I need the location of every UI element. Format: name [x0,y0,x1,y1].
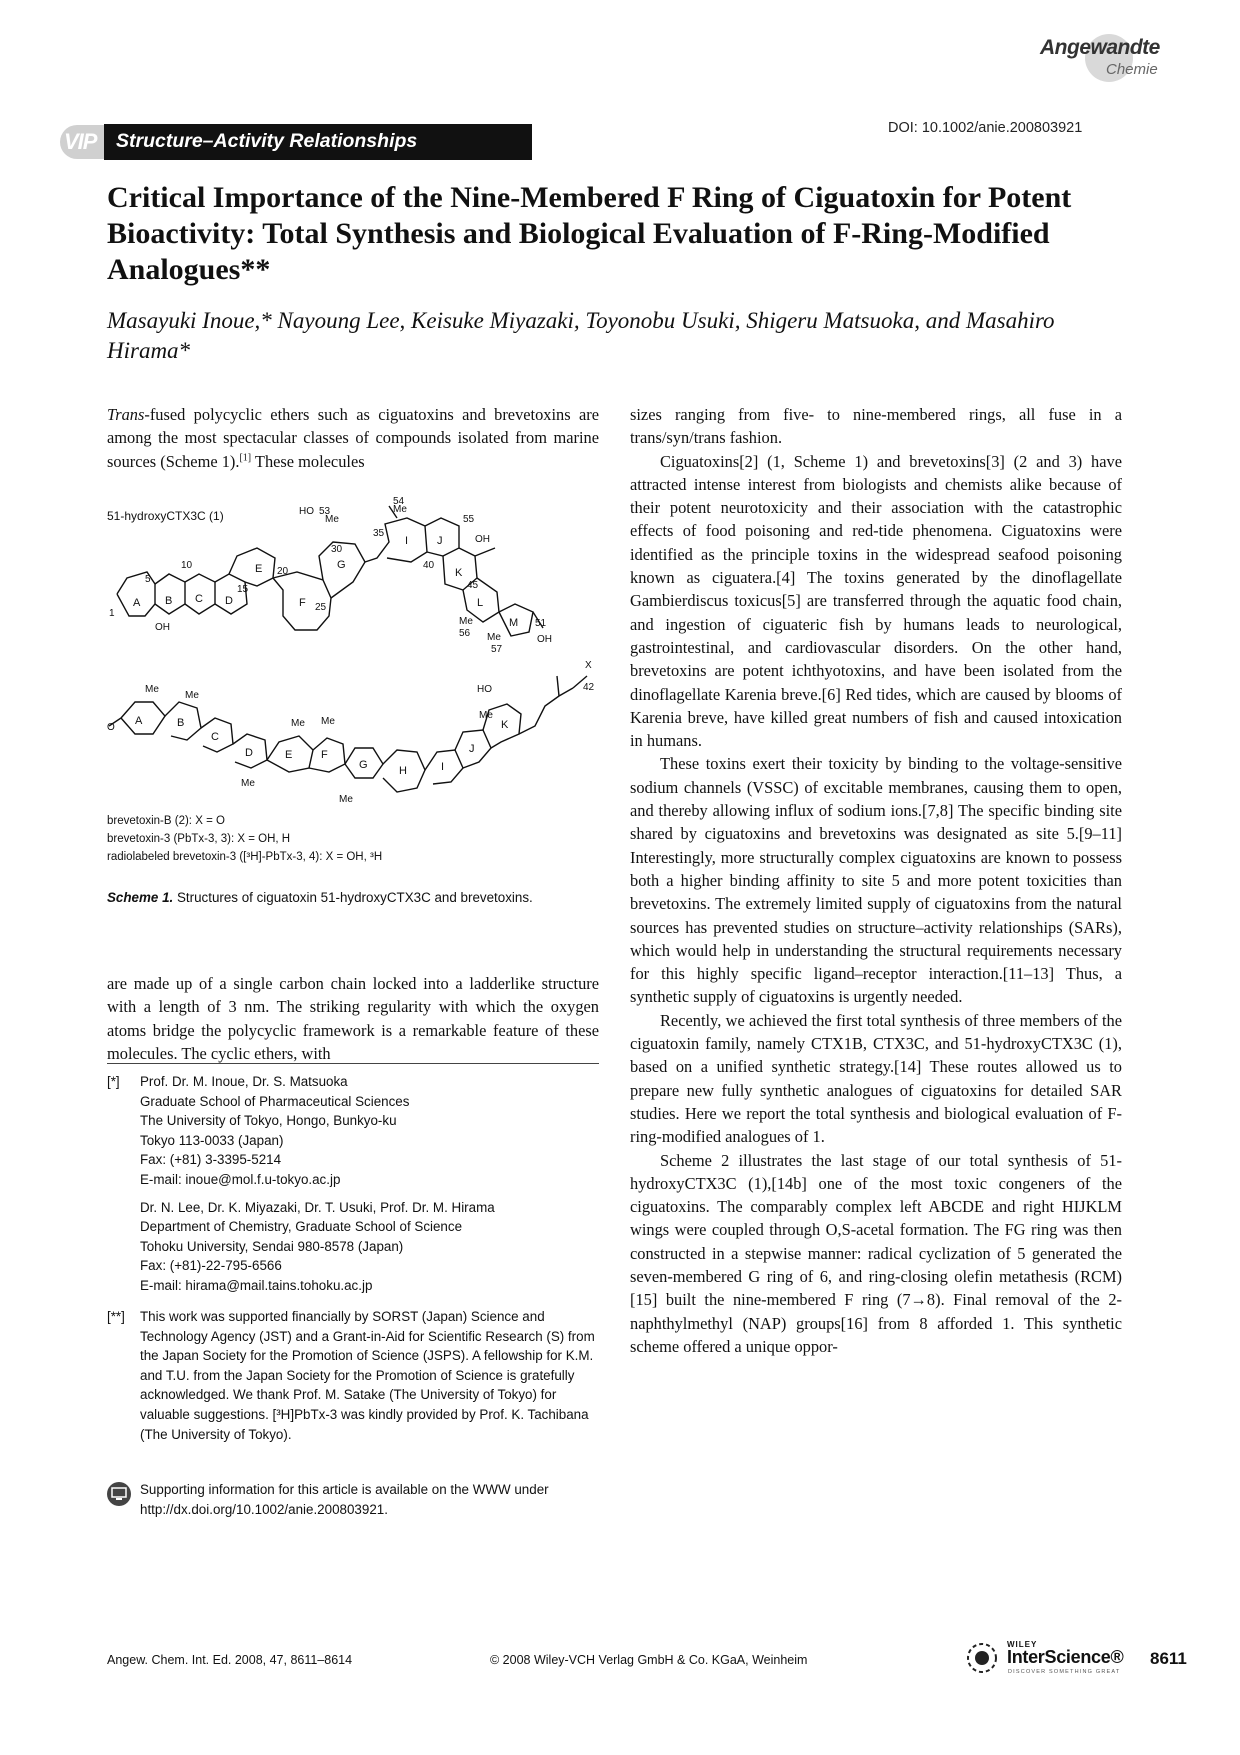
ctx-locant-15: 15 [237,584,249,595]
publisher-name: InterScience® [1007,1647,1124,1667]
ctx-ring-label: M [509,617,519,629]
journal-logo [1000,30,1200,90]
vip-label: VIP [64,129,97,154]
left-column-top [107,403,599,473]
ctx-locant-20: 20 [277,566,289,577]
btx-atom-me: Me [241,778,255,789]
scheme-1-figure [107,496,599,892]
scheme-1-caption [107,890,607,905]
intro-end: These molecules [251,451,365,471]
btx-ring-label: K [501,719,509,731]
ctx-locant-35: 35 [373,528,385,539]
btx-ring-a [121,702,165,734]
paragraph-scheme-2: Scheme 2 illustrates the last stage of our total synthesis of 51-hydroxyCTX3C (1),[14b] one of the most toxic congeners of the ciguatoxins. The comparably complex left ABCDE and right HIJKLM wings were coupled through O,S-acetal formation. The FG ring was then constructed in a stepwise manner: radical cyclization of 5 generated the seven-membered G ring of 6, and ring-closing olefin metathesis (RCM)[15] built the nine-membered F ring (7→8). Final removal of the 2-naphthylmethyl (NAP) groups[16] from 8 afforded 1. This synthetic scheme offered a unique oppor- [630,1150,1122,1356]
ciguatoxin-bonds [117,506,543,636]
footnote-acknowledgment [107,1307,599,1472]
fn-line: Graduate School of Pharmaceutical Sciences [140,1093,410,1109]
footnote-affiliation-body [140,1072,595,1296]
btx-ring-label: G [359,759,368,771]
btx-legend [107,815,382,863]
btx-atom-me: Me [321,716,335,727]
btx-atom-me: Me [185,690,199,701]
ctx-atom-oh-b: OH [155,622,170,633]
ctx-locant-57: 57 [491,644,503,655]
publisher-tagline: DISCOVER SOMETHING GREAT [1008,1669,1121,1675]
doi: DOI: 10.1002/anie.200803921 [888,120,1083,136]
section-label: Structure–Activity Relationships [116,130,418,152]
scheme-1-structures [107,496,599,892]
btx-ring-label: H [399,765,407,777]
ctx-locant-51: 51 [535,618,547,629]
footnote-affiliations [107,1072,599,1297]
ctx-atom-me54: Me [393,504,407,515]
vip-badge [60,125,106,159]
ref-1: [1] [239,452,252,464]
logo-subtitle: Chemie [1106,61,1158,78]
btx-atom-x: X [585,660,592,671]
ctx-locant-55: 55 [463,514,475,525]
footer-citation: Angew. Chem. Int. Ed. 2008, 47, 8611–8614 [107,1653,353,1667]
btx-legend-b: brevetoxin-B (2): X = O [107,815,225,827]
ctx-compound-label: 51-hydroxyCTX3C (1) [107,509,224,523]
publisher-logo [962,1640,1152,1680]
fn-line: Prof. Dr. M. Inoue, Dr. S. Matsuoka [140,1074,348,1089]
ctx-ring-label: B [165,595,173,607]
section-bar [104,124,532,160]
ctx-ring-i [365,518,427,562]
ctx-ring-label: K [455,567,463,579]
ctx-ring-label: L [477,597,484,609]
fn-line: Dr. N. Lee, Dr. K. Miyazaki, Dr. T. Usuki, Prof. Dr. M. Hirama [140,1199,495,1215]
ctx-ring-b [155,574,185,614]
ctx-ring-label: D [225,595,233,607]
btx-ring-label: I [441,761,445,773]
footnote-mark-double-star: [**] [107,1309,125,1324]
btx-atom-me: Me [479,710,493,721]
fn-line: Fax: (+81)-22-795-6566 [140,1258,282,1274]
scheme-caption-label: Scheme 1. [107,890,174,905]
ctx-locant-25: 25 [315,602,327,613]
ctx-atom-oh51: OH [537,634,552,645]
ctx-locant-1: 1 [109,608,115,619]
footnote-divider [107,1063,599,1064]
ctx-atom-ho: HO [299,506,314,517]
btx-atom-me: Me [145,684,159,695]
left-column-bottom [107,972,599,1065]
brevetoxin-bonds [109,676,587,792]
right-column [630,403,1122,1358]
authors: Masayuki Inoue,* Nayoung Lee, Keisuke Miyazaki, Toyonobu Usuki, Shigeru Matsuoka, and Masahiro Hirama* [107,308,1055,363]
ctx-ring-label: J [437,535,443,547]
ctx-ring-label: I [405,535,409,547]
btx-ring-label: F [321,749,328,761]
fn-line: Fax: (+81) 3-3395-5214 [140,1152,282,1168]
computer-icon [107,1482,131,1506]
ctx-atom-me56: Me [459,616,473,627]
interscience-globe-icon [962,1640,1002,1676]
btx-ring-label: B [177,717,185,729]
btx-legend-radio: radiolabeled brevetoxin-3 ([³H]-PbTx-3, 4): X = OH, ³H [107,851,383,863]
footer-copyright: © 2008 Wiley-VCH Verlag GmbH & Co. KGaA, Weinheim [490,1653,808,1667]
publisher-small: WILEY [1007,1640,1038,1649]
ctx-locant-10: 10 [181,560,193,571]
ctx-locant-30: 30 [331,544,343,555]
affiliation-tokyo [140,1072,595,1190]
btx-legend-3: brevetoxin-3 (PbTx-3, 3): X = OH, H [107,833,291,845]
fn-line: Tohoku University, Sendai 980-8578 (Japan) [140,1238,404,1254]
fn-line: Tokyo 113-0033 (Japan) [140,1132,284,1148]
btx-ring-label: J [469,743,475,755]
btx-atom-ho: HO [477,684,492,695]
fn-email[interactable]: E-mail: inoue@mol.f.u-tokyo.ac.jp [140,1171,341,1187]
paragraph-ciguatoxins: Ciguatoxins[2] (1, Scheme 1) and brevetoxins[3] (2 and 3) have attracted intense interest from biologists and chemists alike because of their potent neurotoxicity and their association with the catastrophic effects of food poisoning and red-tide phenomena. Ciguatoxins were identified as the principle toxins in the widespread seafood poisoning known as ciguatera.[4] The toxins generated by the dinoflagellate Gambierdiscus toxicus[5] are transferred through the aquatic food chain, and ingestion of ciguateric fish by humans leads to neurological, gastrointestinal, and cardiovascular disorders. On the other hand, brevetoxins are potent ichthyotoxins, and have been isolated from the dinoflagellate Karenia breve.[6] Red tides, which are caused by blooms of Karenia breve, have killed great numbers of fish and caused intoxication in humans. [630,451,1122,751]
ctx-locant-56: 56 [459,628,471,639]
ctx-atom-me: Me [325,514,339,525]
intro-text: -fused polycyclic ethers such as ciguatoxins and brevetoxins are among the most spectacular classes of compounds isolated from marine sources (Scheme 1). [107,405,599,471]
ctx-ring-label: G [337,559,346,571]
ctx-locant-40: 40 [423,560,435,571]
paragraph-total-synthesis: Recently, we achieved the first total synthesis of three members of the ciguatoxin family, namely CTX1B, CTX3C, and 51-hydroxyCTX3C (1), based on a unified synthetic strategy.[14] These routes allowed us to prepare new fully synthetic analogues of ciguatoxins for detailed SAR studies. Here we report the total synthesis and biological evaluation of F-ring-modified analogues of 1. [630,1010,1122,1147]
affiliation-tohoku [140,1198,595,1296]
ctx-oh-bond [475,548,495,556]
ctx-atom-oh: OH [475,534,490,545]
footnote-mark-star: [*] [107,1074,120,1089]
btx-atom-me: Me [339,794,353,805]
btx-locant-42: 42 [583,682,595,693]
ctx-locant-45: 45 [467,580,479,591]
fn-email[interactable]: E-mail: hirama@mail.tains.tohoku.ac.jp [140,1277,373,1293]
logo-name: Angewandte [1040,36,1160,59]
ctx-locant-53: 53 [319,506,331,517]
italic-trans: Trans [107,405,145,424]
article-title: Critical Importance of the Nine-Membered F Ring of Ciguatoxin for Potent Bioactivity: Total Synthesis and Biological Evaluation of F-Ring-Modified Analogues** [107,181,1072,286]
footnote-acknowledgment-text: This work was supported financially by SORST (Japan) Science and Technology Agency (JST) and a Grant-in-Aid for Scientific Research (S) from the Japan Society for the Promotion of Science (JSPS). A fellowship for K.M. and T.U. from the Japan Society for the Promotion of Science is gratefully acknowledged. We thank Prof. M. Satake (The University of Tokyo) for valuable suggestions. [³H]PbTx-3 was kindly provided by Prof. K. Tachibana (The University of Tokyo). [140,1309,595,1442]
ctx-ring-label: F [299,597,306,609]
supporting-info-text[interactable]: Supporting information for this article is available on the WWW under http://dx.doi.org/10.1002/anie.200803921. [140,1482,549,1517]
page-number: 8611 [1150,1649,1187,1668]
btx-side-chain [519,688,573,734]
supporting-info [107,1480,599,1524]
btx-ring-label: C [211,731,219,743]
paragraph-intro [107,403,599,473]
fn-line: The University of Tokyo, Hongo, Bunkyo-ku [140,1113,397,1129]
btx-ring-label: A [135,715,143,727]
ctx-ring-label: E [255,563,263,575]
scheme-caption-text: Structures of ciguatoxin 51-hydroxyCTX3C and brevetoxins. [173,890,533,905]
ctx-ring-label: A [133,597,141,609]
btx-ring-label: E [285,749,293,761]
ctx-locant-54: 54 [393,496,405,507]
ctx-locant-5: 5 [145,574,151,585]
btx-atom-me: Me [291,718,305,729]
ctx-ring-e [229,548,275,586]
ctx-ring-label: C [195,593,203,605]
btx-ring-label: D [245,747,253,759]
btx-atom-o: O [107,722,115,733]
fn-line: Department of Chemistry, Graduate School of Science [140,1219,463,1235]
ciguatoxin-labels [107,509,224,523]
paragraph-trans-syn: sizes ranging from five- to nine-membered rings, all fuse in a trans/syn/trans fashion. [630,405,1122,448]
paragraph-ladder: are made up of a single carbon chain locked into a ladderlike structure with a length of 3 nm. The striking regularity with which the oxygen atoms bridge the polycyclic framework is a remarkable feature of these molecules. The cyclic ethers, with [107,974,599,1063]
paragraph-vssc: These toxins exert their toxicity by binding to the voltage-sensitive sodium channels (VSSC) of excitable membranes, causing them to open, and thereby allowing influx of sodium ions.[7,8] The specific binding site shared by ciguatoxins and brevetoxins was designated as site 5.[9–11] Interestingly, more structurally complex ciguatoxins are known to possess both a higher binding affinity to site 5 and more potent toxicities than brevetoxins. The extremely limited supply of ciguatoxins from the natural sources has prevented studies on structure–activity relationships (SARs), which would help in understanding the structural requirements necessary for this highly specific ligand–receptor interaction.[11–13] Thus, a synthetic supply of ciguatoxins is urgently needed. [630,754,1122,1007]
ctx-atom-me57: Me [487,632,501,643]
